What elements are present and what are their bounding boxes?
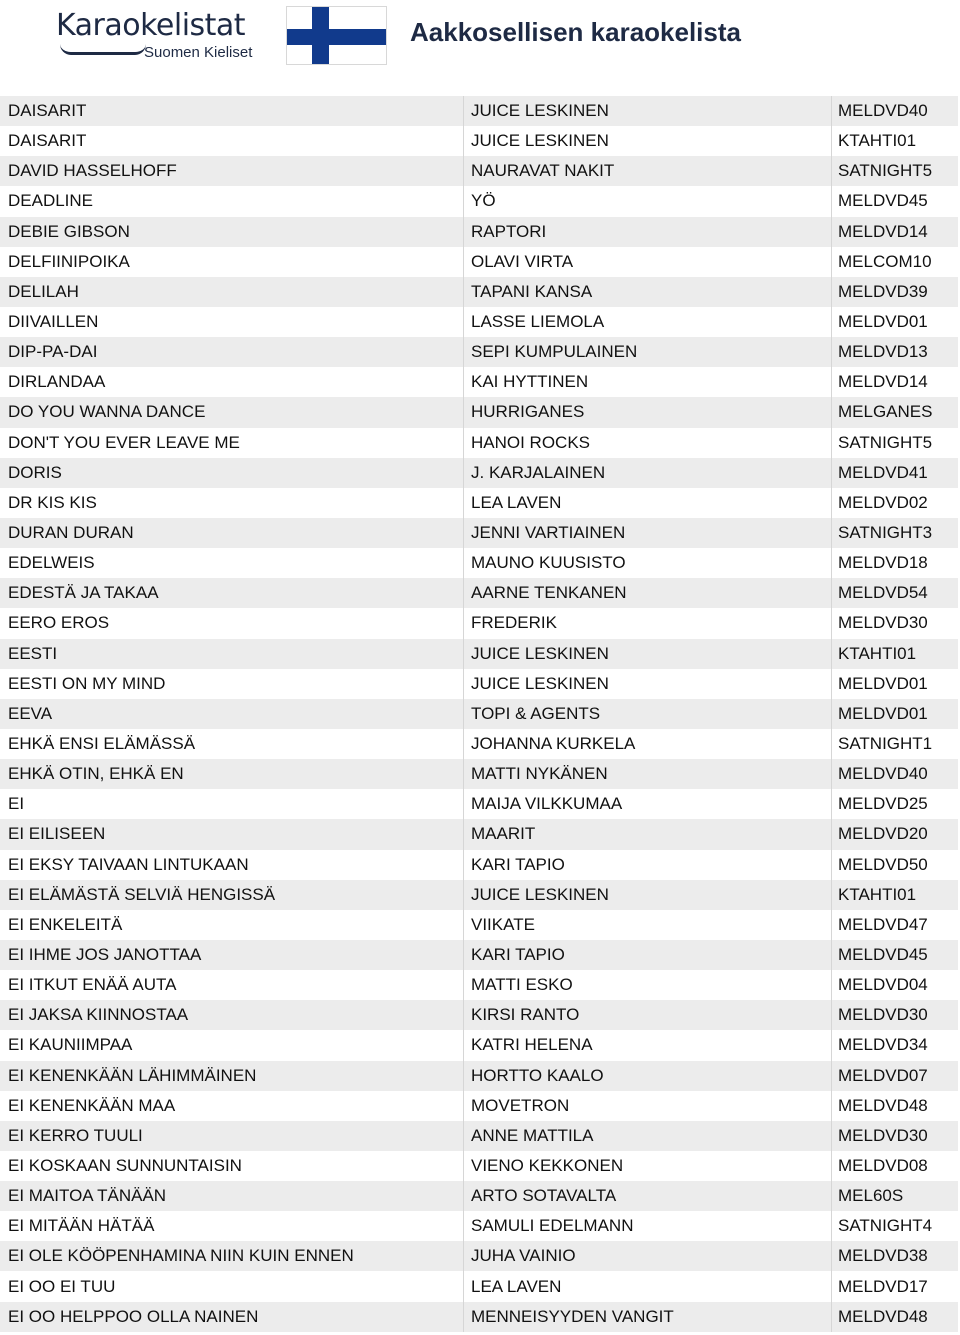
song-title-cell: EI JAKSA KIINNOSTAA bbox=[8, 1005, 189, 1025]
table-row bbox=[0, 247, 958, 277]
song-title-cell: DO YOU WANNA DANCE bbox=[8, 402, 206, 422]
table-row bbox=[0, 850, 958, 880]
disc-code-cell: KTAHTI01 bbox=[831, 880, 958, 910]
disc-code-cell: MELDVD47 bbox=[831, 910, 958, 940]
song-title-cell: DIP-PA-DAI bbox=[8, 342, 98, 362]
song-title-cell: DR KIS KIS bbox=[8, 492, 97, 512]
artist-cell: MAUNO KUUSISTO bbox=[463, 548, 831, 578]
song-title-cell: EI OLE KÖÖPENHAMINA NIIN KUIN ENNEN bbox=[8, 1246, 354, 1266]
table-row bbox=[0, 156, 958, 186]
table-row bbox=[0, 1151, 958, 1181]
table-row bbox=[0, 518, 958, 548]
disc-code-cell: MELDVD25 bbox=[831, 789, 958, 819]
song-title-cell: EESTI bbox=[8, 643, 58, 663]
artist-cell: OLAVI VIRTA bbox=[463, 247, 831, 277]
song-title-cell: DIRLANDAA bbox=[8, 372, 106, 392]
song-title-cell: EESTI ON MY MIND bbox=[8, 673, 166, 693]
disc-code-cell: MELDVD39 bbox=[831, 277, 958, 307]
song-title-cell: EI KOSKAAN SUNNUNTAISIN bbox=[8, 1155, 242, 1175]
artist-cell: LASSE LIEMOLA bbox=[463, 307, 831, 337]
artist-cell: MAIJA VILKKUMAA bbox=[463, 789, 831, 819]
table-row bbox=[0, 759, 958, 789]
table-row bbox=[0, 186, 958, 216]
artist-cell: SEPI KUMPULAINEN bbox=[463, 337, 831, 367]
flag-cross-vertical bbox=[312, 7, 329, 64]
artist-cell: ANNE MATTILA bbox=[463, 1121, 831, 1151]
table-row bbox=[0, 789, 958, 819]
table-row bbox=[0, 337, 958, 367]
table-row bbox=[0, 96, 958, 126]
disc-code-cell: KTAHTI01 bbox=[831, 126, 958, 156]
disc-code-cell: MELDVD48 bbox=[831, 1302, 958, 1332]
disc-code-cell: SATNIGHT5 bbox=[831, 428, 958, 458]
artist-cell: J. KARJALAINEN bbox=[463, 458, 831, 488]
disc-code-cell: MELDVD13 bbox=[831, 337, 958, 367]
artist-cell: MATTI ESKO bbox=[463, 970, 831, 1000]
song-title-cell: DAISARIT bbox=[8, 131, 87, 151]
artist-cell: MAARIT bbox=[463, 819, 831, 849]
song-title-cell: DEBIE GIBSON bbox=[8, 221, 130, 241]
table-row bbox=[0, 1121, 958, 1151]
table-row bbox=[0, 699, 958, 729]
logo-subtitle: Suomen Kieliset bbox=[144, 44, 253, 61]
table-row bbox=[0, 397, 958, 427]
disc-code-cell: MELDVD45 bbox=[831, 186, 958, 216]
table-row bbox=[0, 277, 958, 307]
song-title-cell: EI KAUNIIMPAA bbox=[8, 1035, 133, 1055]
song-title-cell: DEADLINE bbox=[8, 191, 94, 211]
table-row bbox=[0, 910, 958, 940]
flag-cross-horizontal bbox=[287, 29, 386, 45]
disc-code-cell: MELDVD41 bbox=[831, 458, 958, 488]
karaokelistat-logo bbox=[56, 8, 278, 68]
song-title-cell: EI IHME JOS JANOTTAA bbox=[8, 945, 202, 964]
disc-code-cell: MELDVD01 bbox=[831, 307, 958, 337]
artist-cell: HORTTO KAALO bbox=[463, 1061, 831, 1091]
song-title-cell: EDESTÄ JA TAKAA bbox=[8, 583, 159, 603]
disc-code-cell: MELDVD01 bbox=[831, 699, 958, 729]
song-title-cell: EEVA bbox=[8, 703, 53, 723]
logo-swoosh-icon bbox=[60, 44, 146, 55]
artist-cell: KARI TAPIO bbox=[463, 850, 831, 880]
artist-cell: JUHA VAINIO bbox=[463, 1241, 831, 1271]
song-title-cell: EDELWEIS bbox=[8, 553, 95, 573]
artist-cell: YÖ bbox=[463, 186, 831, 216]
song-title-cell: EI MAITOA TÄNÄÄN bbox=[8, 1186, 167, 1206]
table-row bbox=[0, 1000, 958, 1030]
table-row bbox=[0, 548, 958, 578]
song-title-cell: DURAN DURAN bbox=[8, 523, 134, 543]
disc-code-cell: MEL60S bbox=[831, 1181, 958, 1211]
artist-cell: FREDERIK bbox=[463, 608, 831, 638]
disc-code-cell: KTAHTI01 bbox=[831, 639, 958, 669]
table-row bbox=[0, 126, 958, 156]
artist-cell: MATTI NYKÄNEN bbox=[463, 759, 831, 789]
table-row bbox=[0, 970, 958, 1000]
table-row bbox=[0, 428, 958, 458]
song-title-cell: DAVID HASSELHOFF bbox=[8, 161, 177, 181]
song-title-cell: DON'T YOU EVER LEAVE ME bbox=[8, 432, 240, 452]
disc-code-cell: MELDVD18 bbox=[831, 548, 958, 578]
artist-cell: JUICE LESKINEN bbox=[463, 126, 831, 156]
song-title-cell: DIIVAILLEN bbox=[8, 312, 99, 332]
disc-code-cell: MELDVD45 bbox=[831, 940, 958, 970]
disc-code-cell: MELDVD34 bbox=[831, 1030, 958, 1060]
table-row bbox=[0, 217, 958, 247]
song-title-cell: EI EKSY TAIVAAN LINTUKAAN bbox=[8, 854, 249, 874]
song-title-cell: EI bbox=[8, 794, 25, 814]
artist-cell: JUICE LESKINEN bbox=[463, 639, 831, 669]
artist-cell: NAURAVAT NAKIT bbox=[463, 156, 831, 186]
table-row bbox=[0, 1030, 958, 1060]
song-title-cell: EERO EROS bbox=[8, 613, 110, 633]
artist-cell: MENNEISYYDEN VANGIT bbox=[463, 1302, 831, 1332]
song-title-cell: EI ITKUT ENÄÄ AUTA bbox=[8, 975, 177, 995]
disc-code-cell: SATNIGHT4 bbox=[831, 1211, 958, 1241]
song-title-cell: EI EILISEEN bbox=[8, 824, 106, 844]
disc-code-cell: MELDVD20 bbox=[831, 819, 958, 849]
disc-code-cell: MELDVD07 bbox=[831, 1061, 958, 1091]
table-row bbox=[0, 1181, 958, 1211]
artist-cell: KAI HYTTINEN bbox=[463, 367, 831, 397]
disc-code-cell: MELDVD30 bbox=[831, 608, 958, 638]
table-row bbox=[0, 1091, 958, 1121]
disc-code-cell: MELDVD02 bbox=[831, 488, 958, 518]
song-title-cell: DELILAH bbox=[8, 281, 79, 301]
disc-code-cell: SATNIGHT3 bbox=[831, 518, 958, 548]
disc-code-cell: MELDVD17 bbox=[831, 1271, 958, 1301]
table-row bbox=[0, 488, 958, 518]
artist-cell: HURRIGANES bbox=[463, 397, 831, 427]
song-title-cell: DAISARIT bbox=[8, 101, 87, 121]
table-row bbox=[0, 1241, 958, 1271]
disc-code-cell: MELDVD54 bbox=[831, 578, 958, 608]
artist-cell: SAMULI EDELMANN bbox=[463, 1211, 831, 1241]
song-title-cell: EI ELÄMÄSTÄ SELVIÄ HENGISSÄ bbox=[8, 884, 276, 904]
disc-code-cell: MELGANES bbox=[831, 397, 958, 427]
artist-cell: VIENO KEKKONEN bbox=[463, 1151, 831, 1181]
logo-wordmark: Karaokelistat bbox=[56, 8, 246, 43]
song-title-cell: EI MITÄÄN HÄTÄÄ bbox=[8, 1216, 155, 1236]
disc-code-cell: SATNIGHT1 bbox=[831, 729, 958, 759]
song-title-cell: EI KERRO TUULI bbox=[8, 1125, 143, 1145]
song-title-cell: EI KENENKÄÄN MAA bbox=[8, 1095, 176, 1115]
disc-code-cell: MELCOM10 bbox=[831, 247, 958, 277]
artist-cell: TOPI & AGENTS bbox=[463, 699, 831, 729]
artist-cell: LEA LAVEN bbox=[463, 1271, 831, 1301]
artist-cell: JOHANNA KURKELA bbox=[463, 729, 831, 759]
table-row bbox=[0, 1211, 958, 1241]
disc-code-cell: MELDVD50 bbox=[831, 850, 958, 880]
table-row bbox=[0, 819, 958, 849]
finnish-flag-icon bbox=[286, 6, 387, 65]
disc-code-cell: MELDVD14 bbox=[831, 217, 958, 247]
page-header bbox=[0, 0, 960, 96]
artist-cell: LEA LAVEN bbox=[463, 488, 831, 518]
artist-cell: HANOI ROCKS bbox=[463, 428, 831, 458]
table-row bbox=[0, 639, 958, 669]
table-row bbox=[0, 578, 958, 608]
disc-code-cell: MELDVD04 bbox=[831, 970, 958, 1000]
disc-code-cell: MELDVD40 bbox=[831, 759, 958, 789]
artist-cell: KIRSI RANTO bbox=[463, 1000, 831, 1030]
song-title-cell: EI KENENKÄÄN LÄHIMMÄINEN bbox=[8, 1065, 257, 1085]
artist-cell: JUICE LESKINEN bbox=[463, 669, 831, 699]
table-row bbox=[0, 1302, 958, 1332]
artist-cell: KARI TAPIO bbox=[463, 940, 831, 970]
table-row bbox=[0, 729, 958, 759]
table-row bbox=[0, 1271, 958, 1301]
disc-code-cell: MELDVD30 bbox=[831, 1121, 958, 1151]
artist-cell: ARTO SOTAVALTA bbox=[463, 1181, 831, 1211]
disc-code-cell: MELDVD40 bbox=[831, 96, 958, 126]
artist-cell: TAPANI KANSA bbox=[463, 277, 831, 307]
song-table bbox=[0, 96, 958, 1332]
song-title-cell: EI ENKELEITÄ bbox=[8, 914, 123, 934]
song-title-cell: EHKÄ ENSI ELÄMÄSSÄ bbox=[8, 734, 196, 754]
table-row bbox=[0, 1061, 958, 1091]
page-title: Aakkosellisen karaokelista bbox=[410, 17, 741, 47]
artist-cell: RAPTORI bbox=[463, 217, 831, 247]
song-title-cell: DELFIINIPOIKA bbox=[8, 251, 130, 271]
disc-code-cell: MELDVD38 bbox=[831, 1241, 958, 1271]
disc-code-cell: MELDVD08 bbox=[831, 1151, 958, 1181]
table-row bbox=[0, 940, 958, 970]
table-row bbox=[0, 367, 958, 397]
table-row bbox=[0, 608, 958, 638]
artist-cell: JUICE LESKINEN bbox=[463, 96, 831, 126]
table-row bbox=[0, 669, 958, 699]
disc-code-cell: MELDVD01 bbox=[831, 669, 958, 699]
song-title-cell: EI OO HELPPOO OLLA NAINEN bbox=[8, 1306, 259, 1326]
artist-cell: KATRI HELENA bbox=[463, 1030, 831, 1060]
disc-code-cell: MELDVD14 bbox=[831, 367, 958, 397]
table-row bbox=[0, 880, 958, 910]
song-title-cell: DORIS bbox=[8, 462, 62, 482]
table-row bbox=[0, 458, 958, 488]
disc-code-cell: MELDVD48 bbox=[831, 1091, 958, 1121]
disc-code-cell: MELDVD30 bbox=[831, 1000, 958, 1030]
artist-cell: JUICE LESKINEN bbox=[463, 880, 831, 910]
song-title-cell: EI OO EI TUU bbox=[8, 1276, 116, 1296]
table-row bbox=[0, 307, 958, 337]
song-title-cell: EHKÄ OTIN, EHKÄ EN bbox=[8, 764, 184, 784]
artist-cell: VIIKATE bbox=[463, 910, 831, 940]
artist-cell: MOVETRON bbox=[463, 1091, 831, 1121]
disc-code-cell: SATNIGHT5 bbox=[831, 156, 958, 186]
artist-cell: JENNI VARTIAINEN bbox=[463, 518, 831, 548]
artist-cell: AARNE TENKANEN bbox=[463, 578, 831, 608]
